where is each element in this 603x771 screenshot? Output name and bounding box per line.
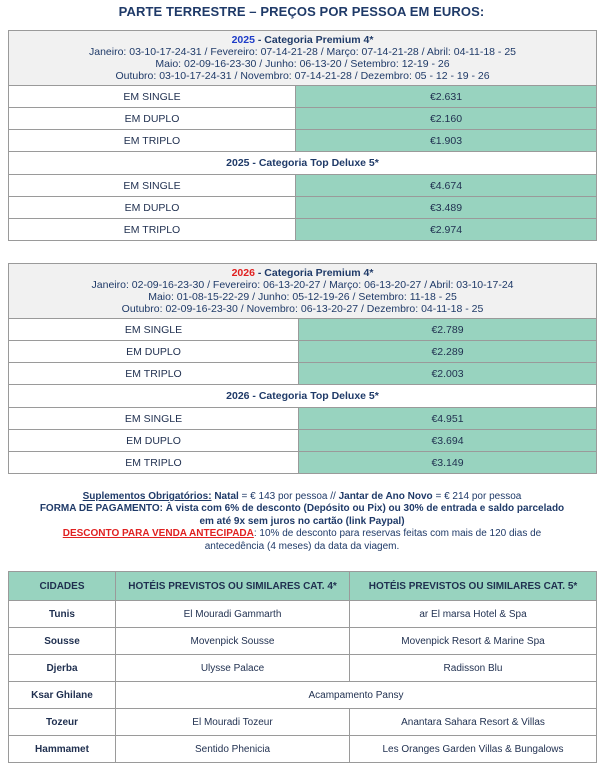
hotel-cat4: Movenpick Sousse [116, 628, 350, 655]
price-value: €3.694 [299, 430, 597, 452]
premium-2026-dates-1: Janeiro: 02-09-16-23-30 / Fevereiro: 06-13-20-27 / Março: 06-13-20-27 / Abril: 03-10-17-24 [91, 279, 514, 291]
price-row [9, 430, 597, 452]
price-row [9, 341, 597, 363]
hotel-cat4: Ulysse Palace [116, 655, 350, 682]
discount-text: : 10% de desconto para reservas feitas com mais de 120 dias de antecedência (4 meses) da data da viagem. [204, 528, 542, 552]
price-row [9, 319, 597, 341]
price-value: €3.489 [296, 197, 597, 219]
premium-2025-dates-1: Janeiro: 03-10-17-24-31 / Fevereiro: 07-14-21-28 / Março: 07-14-21-28 / Abril: 04-11-18 - 25 [88, 46, 517, 58]
deluxe-2025-title: 2025 - Categoria Top Deluxe 5* [9, 152, 597, 175]
price-table-2025 [8, 30, 597, 241]
city-name: Djerba [9, 655, 116, 682]
premium-2025-title: 2025 - Categoria Premium 4* [231, 34, 374, 46]
ano-novo-label: Jantar de Ano Novo [338, 491, 433, 502]
city-name: Hammamet [9, 736, 116, 763]
ano-novo-value: = € 214 por pessoa [432, 491, 522, 502]
room-type-label: EM DUPLO [9, 108, 296, 130]
col-header-cities: CIDADES [9, 572, 116, 601]
table-row [9, 655, 597, 682]
room-type-label: EM TRIPLO [9, 363, 299, 385]
room-type-label: EM SINGLE [9, 408, 299, 430]
price-value: €2.160 [296, 108, 597, 130]
room-type-label: EM SINGLE [9, 319, 299, 341]
hotel-cat5: ar El marsa Hotel & Spa [350, 601, 597, 628]
price-value: €2.289 [299, 341, 597, 363]
city-name: Tozeur [9, 709, 116, 736]
natal-label: Natal [211, 491, 239, 502]
table-row [9, 709, 597, 736]
price-value: €2.789 [299, 319, 597, 341]
room-type-label: EM SINGLE [9, 86, 296, 108]
table-row [9, 628, 597, 655]
table-row [9, 601, 597, 628]
room-type-label: EM SINGLE [9, 175, 296, 197]
premium-2026-header [9, 264, 597, 319]
price-value: €4.674 [296, 175, 597, 197]
price-row [9, 108, 597, 130]
table-row [9, 682, 597, 709]
price-row [9, 86, 597, 108]
notes-block [8, 491, 596, 553]
col-header-cat4: HOTÉIS PREVISTOS OU SIMILARES CAT. 4* [116, 572, 350, 601]
price-row [9, 197, 597, 219]
premium-2025-header [9, 31, 597, 86]
price-value: €4.951 [299, 408, 597, 430]
city-name: Sousse [9, 628, 116, 655]
hotels-header-row [9, 572, 597, 601]
price-value: €3.149 [299, 452, 597, 474]
premium-2026-title: 2026 - Categoria Premium 4* [231, 267, 374, 279]
room-type-label: EM DUPLO [9, 430, 299, 452]
price-row [9, 408, 597, 430]
premium-2025-dates-2: Maio: 02-09-16-23-30 / Junho: 06-13-20 / Setembro: 12-19 - 26 [155, 58, 450, 70]
premium-2026-dates-2: Maio: 01-08-15-22-29 / Junho: 05-12-19-26 / Setembro: 11-18 - 25 [148, 291, 457, 303]
premium-2025-dates-3: Outubro: 03-10-17-24-31 / Novembro: 07-14-21-28 / Dezembro: 05 - 12 - 19 - 26 [115, 70, 490, 82]
room-type-label: EM TRIPLO [9, 130, 296, 152]
hotel-cat4: Sentido Phenicia [116, 736, 350, 763]
price-row [9, 130, 597, 152]
price-value: €2.974 [296, 219, 597, 241]
price-value: €1.903 [296, 130, 597, 152]
supplements-label: Suplementos Obrigatórios: [82, 491, 212, 502]
discount-label: DESCONTO PARA VENDA ANTECIPADA [62, 528, 254, 540]
room-type-label: EM DUPLO [9, 197, 296, 219]
hotel-cat4: El Mouradi Tozeur [116, 709, 350, 736]
hotel-cat4: El Mouradi Gammarth [116, 601, 350, 628]
payment-terms: FORMA DE PAGAMENTO: À vista com 6% de desconto (Depósito ou Pix) ou 30% de entrada e saldo parcelado em até 9x sem juros no cartão (link Paypal) [39, 503, 565, 527]
hotels-table [8, 571, 597, 763]
price-row [9, 452, 597, 474]
city-name: Tunis [9, 601, 116, 628]
room-type-label: EM TRIPLO [9, 452, 299, 474]
hotel-cat5: Radisson Blu [350, 655, 597, 682]
hotel-both-categories: Acampamento Pansy [116, 682, 597, 709]
price-table-2026 [8, 263, 597, 474]
price-value: €2.631 [296, 86, 597, 108]
hotel-cat5: Les Oranges Garden Villas & Bungalows [350, 736, 597, 763]
natal-value: = € 143 por pessoa // [238, 491, 339, 502]
deluxe-2026-title: 2026 - Categoria Top Deluxe 5* [9, 385, 597, 408]
hotel-cat5: Movenpick Resort & Marine Spa [350, 628, 597, 655]
hotel-cat5: Anantara Sahara Resort & Villas [350, 709, 597, 736]
room-type-label: EM TRIPLO [9, 219, 296, 241]
premium-2026-dates-3: Outubro: 02-09-16-23-30 / Novembro: 06-13-20-27 / Dezembro: 04-11-18 - 25 [121, 303, 484, 315]
room-type-label: EM DUPLO [9, 341, 299, 363]
price-value: €2.003 [299, 363, 597, 385]
price-row [9, 219, 597, 241]
price-row [9, 175, 597, 197]
page-title: PARTE TERRESTRE – PREÇOS POR PESSOA EM EUROS: [118, 4, 485, 19]
col-header-cat5: HOTÉIS PREVISTOS OU SIMILARES CAT. 5* [350, 572, 597, 601]
city-name: Ksar Ghilane [9, 682, 116, 709]
early-booking-discount [8, 528, 596, 553]
price-row [9, 363, 597, 385]
table-row [9, 736, 597, 763]
supplements-line [8, 491, 596, 503]
